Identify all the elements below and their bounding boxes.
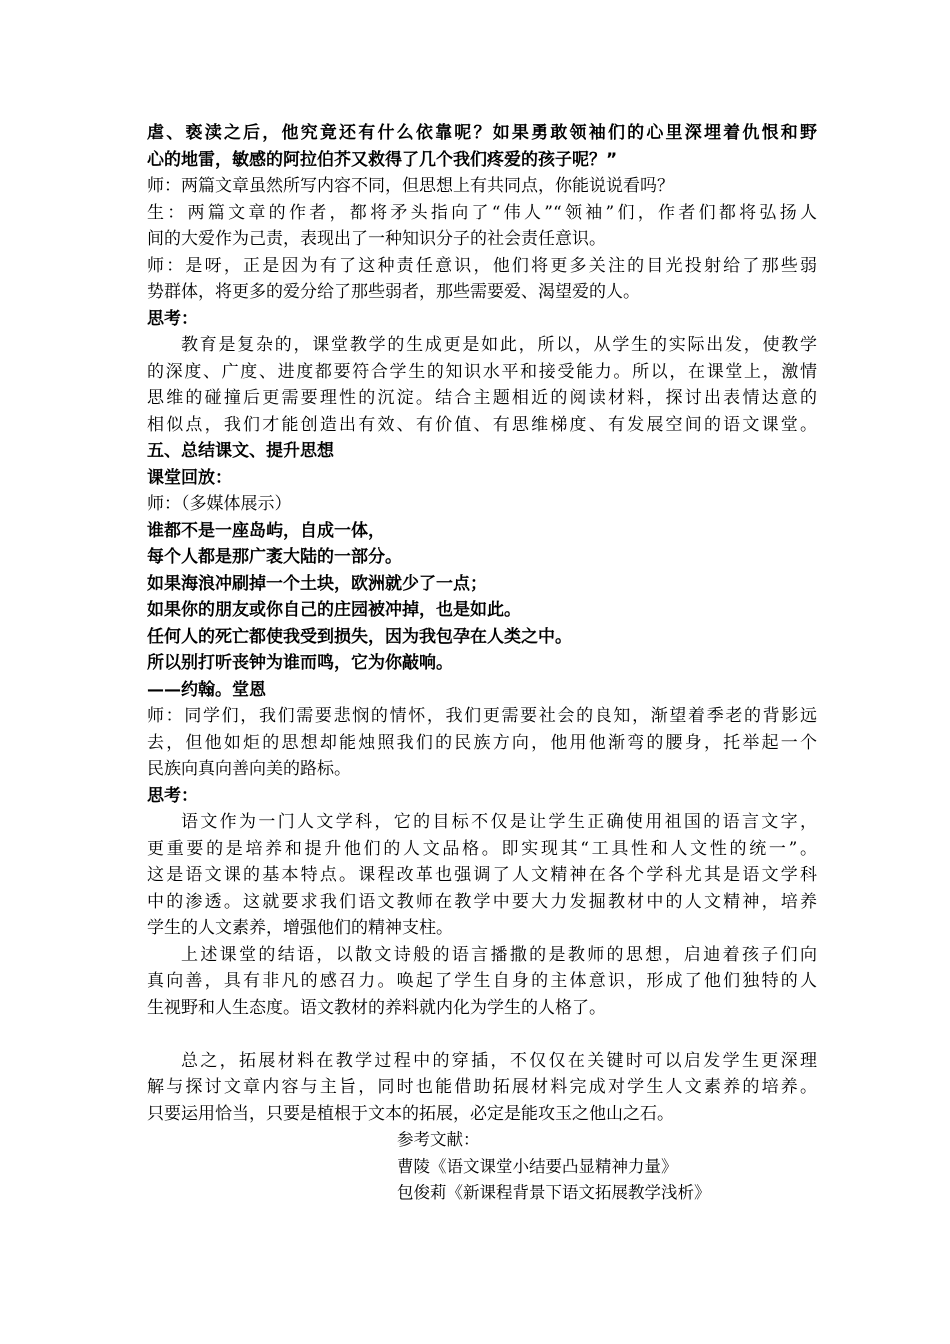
text-line: 只要运用恰当，只要是植根于文本的拓展，必定是能攻玉之他山之石。 (147, 1103, 674, 1124)
bold-text-line: 思考： (147, 785, 198, 806)
text-line: 中的渗透。这就要求我们语文教师在教学中要大力发掘教材中的人文精神，培养 (147, 891, 817, 912)
text-line: 势群体，将更多的爱分给了那些弱者，那些需要爱、渴望爱的人。 (147, 282, 640, 302)
text-line: 教育是复杂的，课堂教学的生成更是如此，所以，从学生的实际出发，使教学 (181, 335, 817, 355)
text-line: 解与探讨文章内容与主旨，同时也能借助拓展材料完成对学生人文素养的培养。 (147, 1077, 817, 1097)
text-line: 思维的碰撞后更需要理性的沉淀。结合主题相近的阅读材料，探讨出表情达意的 (147, 388, 817, 408)
bold-text-line: 如果海浪冲刷掉一个土块，欧洲就少了一点； (147, 573, 487, 594)
bold-text-line: 谁都不是一座岛屿，自成一体， (147, 520, 385, 541)
text-line: 师：两篇文章虽然所写内容不同，但思想上有共同点，你能说说看吗？ (147, 176, 674, 196)
text-line: 去，但他如炬的思想却能烛照我们的民族方向，他用他渐弯的腰身，托举起一个 (147, 732, 817, 753)
reference-item: 曹陵《语文课堂小结要凸显精神力量》 (397, 1156, 678, 1176)
text-line: 师：是呀，正是因为有了这种责任意识，他们将更多关注的目光投射给了那些弱 (147, 255, 817, 276)
bold-text-line: 思考： (147, 308, 198, 329)
document-page (147, 120, 817, 1207)
text-line: 生：两篇文章的作者，都将矛头指向了“伟人”“领袖”们，作者们都将弘扬人 (147, 202, 817, 223)
text-line: 这是语文课的基本特点。课程改革也强调了人文精神在各个学科尤其是语文学科 (147, 865, 817, 885)
text-line: 更重要的是培养和提升他们的人文品格。即实现其“工具性和人文性的统一”。 (147, 838, 817, 859)
text-line: 语文作为一门人文学科，它的目标不仅是让学生正确使用祖国的语言文字， (181, 812, 817, 832)
text-line: 师：同学们，我们需要悲悯的情怀，我们更需要社会的良知，渐望着季老的背影远 (147, 706, 817, 726)
bold-text-line: 如果你的朋友或你自己的庄园被冲掉，也是如此。 (147, 600, 521, 620)
references-section (397, 1127, 817, 1207)
bold-text-line: 五、总结课文、提升思想 (147, 441, 334, 461)
text-line: 间的大爱作为己责，表现出了一种知识分子的社会责任意识。 (147, 229, 606, 249)
text-line: 民族向真向善向美的路标。 (147, 759, 351, 779)
bold-text-line: 心的地雷，敏感的阿拉伯芥又救得了几个我们疼爱的孩子呢？” (147, 149, 618, 170)
text-line: 相似点，我们才能创造出有效、有价值、有思维梯度、有发展空间的语文课堂。 (147, 414, 817, 435)
bold-text-line: ——约翰。堂恩 (147, 679, 266, 700)
references-heading: 参考文献： (397, 1130, 480, 1149)
bold-text-line: 任何人的死亡都使我受到损失，因为我包孕在人类之中。 (147, 626, 572, 647)
document-body (147, 120, 817, 1127)
text-line: 上述课堂的结语，以散文诗般的语言播撒的是教师的思想，启迪着孩子们向 (181, 944, 817, 965)
text-line: 真向善，具有非凡的感召力。唤起了学生自身的主体意识，形成了他们独特的人 (147, 971, 817, 991)
bold-text-line: 课堂回放： (147, 467, 232, 488)
blank-line (147, 1021, 817, 1048)
text-line: 生视野和人生态度。语文教材的养料就内化为学生的人格了。 (147, 997, 606, 1018)
bold-text-line: 虐、亵渎之后，他究竟还有什么依靠呢？如果勇敢领袖们的心里深埋着仇恨和野 (147, 123, 817, 143)
bold-text-line: 所以别打听丧钟为谁而鸣，它为你敲响。 (147, 653, 453, 673)
bold-text-line: 每个人都是那广袤大陆的一部分。 (147, 547, 402, 567)
reference-item: 包俊莉《新课程背景下语文拓展教学浅析》 (397, 1183, 711, 1202)
text-line: 学生的人文素养，增强他们的精神支柱。 (147, 918, 453, 938)
text-line: 总之，拓展材料在教学过程中的穿插，不仅仅在关键时可以启发学生更深理 (181, 1050, 817, 1071)
text-line: 师：（多媒体展示） (147, 494, 292, 514)
text-line: 的深度、广度、进度都要符合学生的知识水平和接受能力。所以，在课堂上，激情 (147, 361, 817, 382)
